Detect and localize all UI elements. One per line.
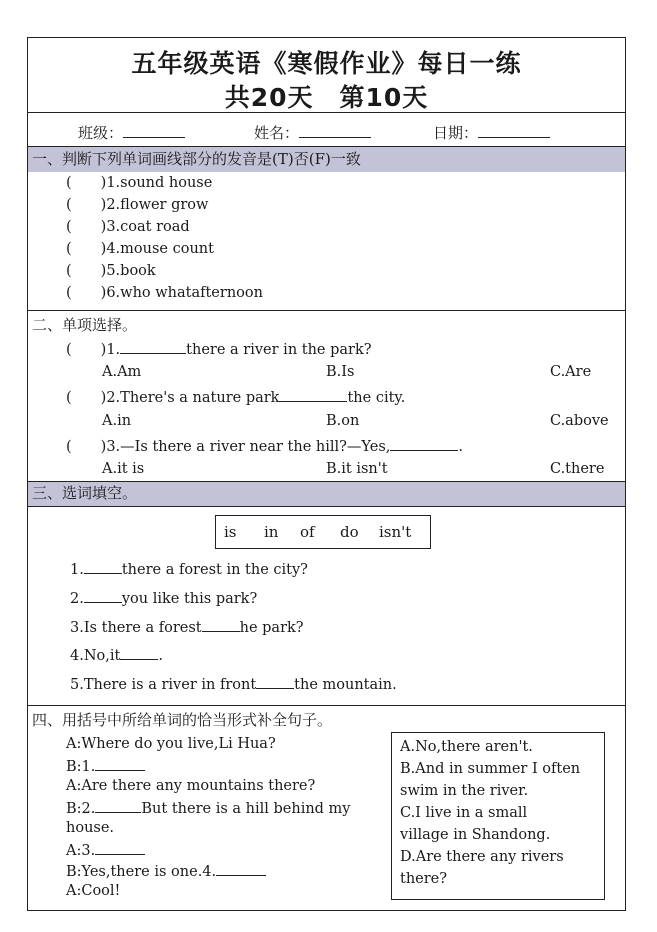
answer-blank[interactable] xyxy=(390,436,458,451)
question-text: 3.Is there a forest xyxy=(70,620,202,636)
option-line: D.Are there any rivers xyxy=(400,849,564,865)
question-text: there a river in the park? xyxy=(186,342,372,358)
date-blank[interactable] xyxy=(478,123,550,138)
divider xyxy=(28,705,625,706)
section3-heading: 三、选词填空。 xyxy=(32,484,138,502)
answer-blank[interactable] xyxy=(95,756,145,771)
answer-blank[interactable] xyxy=(202,617,240,632)
question-text: he park? xyxy=(239,620,304,636)
section1-heading: 一、判断下列单词画线部分的发音是(T)否(F)一致 xyxy=(32,150,361,168)
question-text: . xyxy=(458,439,463,455)
word-bank-item: in xyxy=(264,523,279,541)
word-bank-item: is xyxy=(224,523,237,541)
list-item xyxy=(66,218,190,236)
question-text: there a forest in the city? xyxy=(121,562,308,578)
list-item xyxy=(66,240,214,258)
fill-question-3 xyxy=(70,617,304,637)
name-blank[interactable] xyxy=(299,123,371,138)
option-a[interactable]: A.in xyxy=(102,413,132,429)
item-text: 1.sound house xyxy=(106,175,213,191)
option-line: swim in the river. xyxy=(400,783,529,799)
option-c[interactable]: C.Are xyxy=(550,364,592,380)
item-text: 6.who whatafternoon xyxy=(106,285,263,301)
dialog-line xyxy=(66,756,145,776)
item-text: 3.coat road xyxy=(106,219,190,235)
question-text: 2.There's a nature park xyxy=(106,390,280,406)
list-item xyxy=(66,284,263,302)
question-text: you like this park? xyxy=(121,591,258,607)
dialog-text: B:Yes,there is one.4. xyxy=(66,864,217,880)
item-text: 4.mouse count xyxy=(106,241,214,257)
option-a[interactable]: A.Am xyxy=(102,364,142,380)
dialog-line: A:Cool! xyxy=(66,883,121,899)
worksheet xyxy=(27,37,626,911)
list-item xyxy=(66,262,156,280)
word-bank xyxy=(215,515,431,549)
question-text: 5.There is a river in front xyxy=(70,677,257,693)
list-item xyxy=(66,174,212,192)
answer-blank[interactable] xyxy=(95,840,145,855)
fill-question-4 xyxy=(70,645,163,665)
divider xyxy=(28,146,625,147)
option-line: C.I live in a small xyxy=(400,805,528,821)
answer-blank[interactable] xyxy=(279,387,347,402)
answer-blank[interactable] xyxy=(95,798,141,813)
divider xyxy=(28,112,625,113)
question-text: the city. xyxy=(347,390,406,406)
question-text: . xyxy=(158,648,163,664)
question-text: 4.No,it xyxy=(70,648,121,664)
question-number: 2. xyxy=(70,591,84,607)
dialog-line xyxy=(66,798,351,818)
question-1 xyxy=(66,339,372,359)
option-line: village in Shandong. xyxy=(400,827,551,843)
answer-blank[interactable] xyxy=(256,674,294,689)
question-3 xyxy=(66,436,463,456)
question-number: 1. xyxy=(106,342,121,358)
dialog-text: B:1. xyxy=(66,759,96,775)
fill-question-5 xyxy=(70,674,397,694)
answer-blank[interactable] xyxy=(120,339,186,354)
word-bank-item: isn't xyxy=(379,523,412,541)
answer-paren[interactable]: ( ) xyxy=(66,219,107,235)
word-bank-item: of xyxy=(300,523,315,541)
item-text: 5.book xyxy=(106,263,156,279)
option-line: A.No,there aren't. xyxy=(400,739,533,755)
class-blank[interactable] xyxy=(123,123,185,138)
dialog-text: But there is a hill behind my xyxy=(141,801,351,817)
answer-blank[interactable] xyxy=(84,559,122,574)
question-text: the mountain. xyxy=(294,677,397,693)
fill-question-1 xyxy=(70,559,308,579)
date-label: 日期： xyxy=(433,124,479,142)
fill-question-2 xyxy=(70,588,257,608)
option-line: B.And in summer I often xyxy=(400,761,581,777)
answer-paren[interactable]: ( ) xyxy=(66,197,107,213)
item-text: 2.flower grow xyxy=(106,197,209,213)
dialog-line: house. xyxy=(66,820,115,836)
section2-heading: 二、单项选择。 xyxy=(32,316,138,334)
answer-blank[interactable] xyxy=(216,861,266,876)
dialog-line: A:Are there any mountains there? xyxy=(66,778,316,794)
answer-paren[interactable]: ( ) xyxy=(66,241,107,257)
answer-paren[interactable]: ( ) xyxy=(66,439,107,455)
class-label: 班级： xyxy=(78,124,124,142)
answer-paren[interactable]: ( ) xyxy=(66,390,107,406)
option-c[interactable]: C.there xyxy=(550,461,605,477)
question-number: 1. xyxy=(70,562,84,578)
dialog-line xyxy=(66,861,266,881)
answer-paren[interactable]: ( ) xyxy=(66,285,107,301)
options-box xyxy=(391,732,605,900)
list-item xyxy=(66,196,208,214)
date-field xyxy=(433,123,550,142)
name-field xyxy=(254,123,371,142)
dialog-text: A:3. xyxy=(66,843,96,859)
dialog-text: B:2. xyxy=(66,801,96,817)
answer-paren[interactable]: ( ) xyxy=(66,175,107,191)
answer-paren[interactable]: ( ) xyxy=(66,263,107,279)
divider xyxy=(28,506,625,507)
dialog-line xyxy=(66,840,145,860)
worksheet-subtitle: 共20天 第10天 xyxy=(224,83,429,112)
option-c[interactable]: C.above xyxy=(550,413,609,429)
class-field xyxy=(78,123,185,142)
answer-blank[interactable] xyxy=(120,645,158,660)
question-2 xyxy=(66,387,405,407)
option-a[interactable]: A.it is xyxy=(102,461,145,477)
option-line: there? xyxy=(400,871,448,887)
question-text: 3.—Is there a river near the hill?—Yes, xyxy=(106,439,391,455)
word-bank-item: do xyxy=(340,523,359,541)
option-b[interactable]: B.Is xyxy=(326,364,355,380)
option-b[interactable]: B.on xyxy=(326,413,360,429)
section4-heading: 四、用括号中所给单词的恰当形式补全句子。 xyxy=(32,711,333,729)
name-label: 姓名： xyxy=(254,124,300,142)
answer-paren[interactable]: ( ) xyxy=(66,342,107,358)
option-b[interactable]: B.it isn't xyxy=(326,461,388,477)
divider xyxy=(28,310,625,311)
answer-blank[interactable] xyxy=(84,588,122,603)
dialog-line: A:Where do you live,Li Hua? xyxy=(66,736,276,752)
worksheet-title: 五年级英语《寒假作业》每日一练 xyxy=(131,49,522,78)
